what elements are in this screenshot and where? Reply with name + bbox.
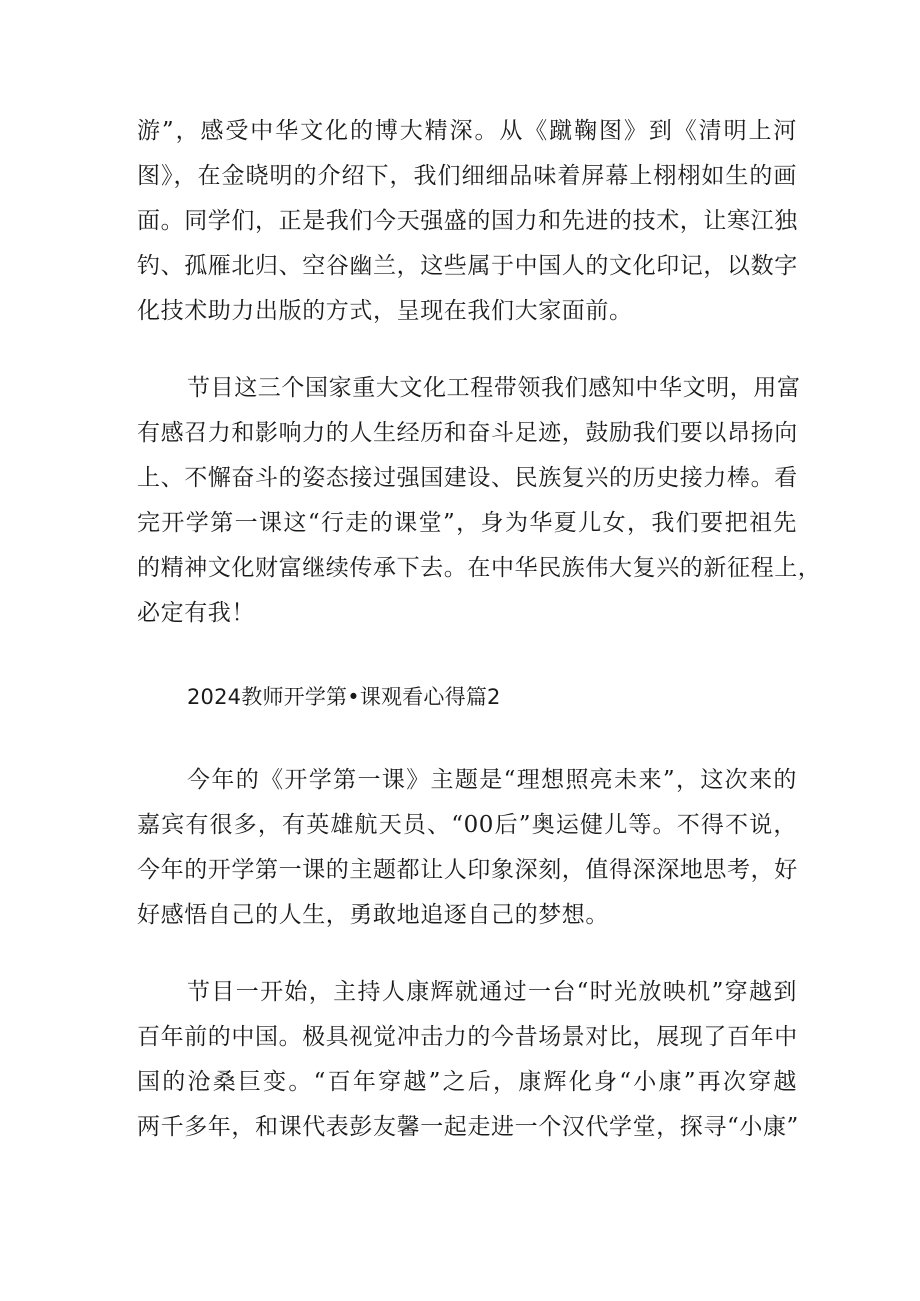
text-line: 国的沧桑巨变。“百年穿越”之后，康辉化身“小康”再次穿越 — [137, 1069, 797, 1095]
paragraph-1 — [137, 109, 797, 334]
text-line: 游”，感受中华文化的博大精深。从《蹴鞠图》到《清明上河 — [137, 118, 797, 144]
text-line: 完开学第一课这“行走的课堂”，身为华夏儿女，我们要把祖先 — [137, 510, 797, 536]
text-line: 嘉宾有很多，有英雄航天员、“00后”奥运健儿等。不得不说， — [137, 812, 797, 838]
paragraph-4 — [137, 970, 797, 1150]
text-line: 图》，在金晓明的介绍下，我们细细品味着屏幕上栩栩如生的画 — [137, 163, 797, 189]
paragraph-2 — [137, 366, 822, 636]
text-line: 百年前的中国。极具视觉冲击力的今昔场景对比，展现了百年中 — [137, 1024, 798, 1050]
text-line: 好感悟自己的人生，勇敢地追逐自己的梦想。 — [137, 902, 609, 928]
text-line: 钓、孤雁北归、空谷幽兰，这些属于中国人的文化印记，以数字 — [137, 253, 798, 279]
text-line: 两千多年，和课代表彭友馨一起走进一个汉代学堂，探寻“小康” — [137, 1114, 799, 1140]
text-line: 必定有我！ — [137, 600, 255, 626]
text-line: 节目一开始，主持人康辉就通过一台“时光放映机”穿越到 — [187, 979, 797, 1005]
text-line: 今年的《开学第一课》主题是“理想照亮未来”，这次来的 — [187, 767, 797, 793]
text-line: 有感召力和影响力的人生经历和奋斗足迹，鼓励我们要以昂扬向 — [137, 420, 798, 446]
text-line: 上、不懈奋斗的姿态接过强国建设、民族复兴的历史接力棒。看 — [137, 465, 798, 491]
text-line: 的精神文化财富继续传承下去。在中华民族伟大复兴的新征程上， — [137, 555, 822, 581]
section-heading: 2024教师开学第•课观看心得篇2 — [187, 685, 501, 709]
text-line: 节目这三个国家重大文化工程带领我们感知中华文明，用富 — [187, 375, 801, 401]
text-line: 化技术助力出版的方式，呈现在我们大家面前。 — [137, 298, 633, 324]
text-line: 今年的开学第一课的主题都让人印象深刻，值得深深地思考，好 — [137, 857, 798, 883]
paragraph-3 — [137, 758, 797, 938]
text-line: 面。同学们，正是我们今天强盛的国力和先进的技术，让寒江独 — [137, 208, 798, 234]
